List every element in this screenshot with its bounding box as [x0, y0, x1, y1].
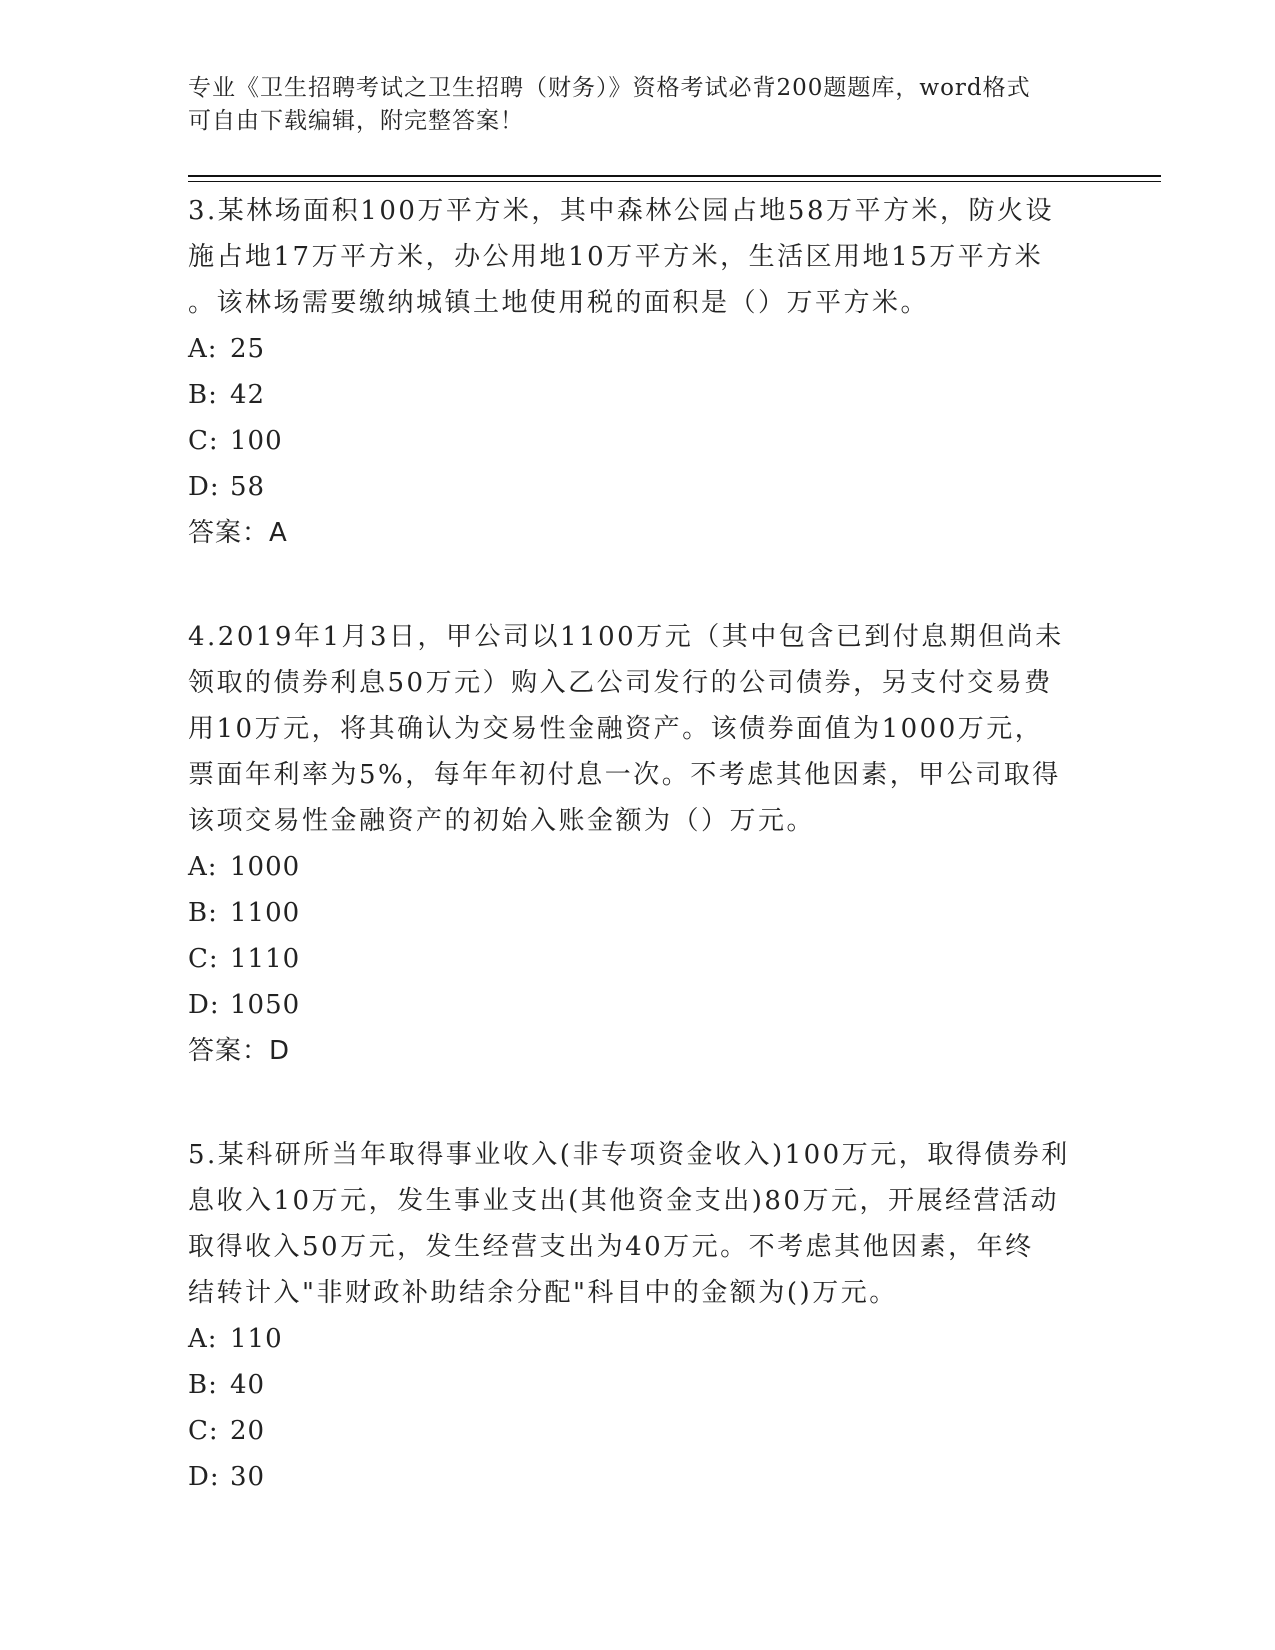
option-value: 42	[230, 380, 266, 410]
question-5	[188, 1132, 1088, 1500]
question-text-line: 3.某林场面积100万平方米，其中森林公园占地58万平方米，防火设	[188, 196, 1055, 226]
option-key: B:	[188, 1370, 218, 1400]
option-value: 1000	[230, 852, 301, 882]
question-text-line: 施占地17万平方米，办公用地10万平方米，生活区用地15万平方米	[188, 242, 1044, 272]
answer-line: 答案：A	[188, 518, 288, 548]
question-text	[188, 614, 1088, 844]
question-3	[188, 188, 1088, 556]
option-value: 100	[230, 426, 283, 456]
question-text-line: 息收入10万元，发生事业支出(其他资金支出)80万元，开展经营活动	[188, 1186, 1059, 1216]
option-key: D:	[188, 990, 220, 1020]
header-rule-thick	[188, 175, 1161, 177]
header-rule-thin	[188, 181, 1161, 182]
option-a	[188, 1316, 1088, 1362]
option-value: 40	[230, 1370, 266, 1400]
option-key: D:	[188, 472, 220, 502]
question-text-line: 领取的债券利息50万元）购入乙公司发行的公司债券，另支付交易费	[188, 668, 1053, 698]
question-text-line: 。该林场需要缴纳城镇土地使用税的面积是（）万平方米。	[188, 288, 930, 318]
question-4	[188, 614, 1088, 1074]
option-key: A:	[188, 852, 218, 882]
option-key: A:	[188, 334, 218, 364]
option-b	[188, 372, 1088, 418]
option-c	[188, 936, 1088, 982]
option-c	[188, 418, 1088, 464]
option-key: B:	[188, 898, 218, 928]
option-d	[188, 982, 1088, 1028]
question-text-line: 5.某科研所当年取得事业收入(非专项资金收入)100万元，取得债券利	[188, 1140, 1070, 1170]
option-b	[188, 890, 1088, 936]
question-list	[188, 188, 1088, 1500]
question-text	[188, 1132, 1088, 1316]
option-key: A:	[188, 1324, 218, 1354]
option-value: 1050	[230, 990, 301, 1020]
option-value: 1100	[230, 898, 301, 928]
option-key: C:	[188, 944, 219, 974]
option-d	[188, 1454, 1088, 1500]
option-a	[188, 326, 1088, 372]
question-spacer	[188, 1074, 1088, 1132]
document-header	[188, 72, 1088, 138]
question-spacer	[188, 556, 1088, 614]
header-line: 可自由下载编辑，附完整答案！	[188, 108, 524, 134]
option-d	[188, 464, 1088, 510]
question-text	[188, 188, 1088, 326]
question-text-line: 4.2019年1月3日，甲公司以1100万元（其中包含已到付息期但尚未	[188, 622, 1064, 652]
question-text-line: 票面年利率为5%，每年年初付息一次。不考虑其他因素，甲公司取得	[188, 760, 1061, 790]
question-text-line: 该项交易性金融资产的初始入账金额为（）万元。	[188, 806, 816, 836]
question-text-line: 用10万元，将其确认为交易性金融资产。该债券面值为1000万元，	[188, 714, 1044, 744]
option-value: 110	[230, 1324, 283, 1354]
option-b	[188, 1362, 1088, 1408]
option-key: B:	[188, 380, 218, 410]
option-value: 30	[230, 1462, 266, 1492]
question-text-line: 结转计入"非财政补助结余分配"科目中的金额为()万元。	[188, 1278, 898, 1308]
option-key: C:	[188, 426, 219, 456]
option-value: 58	[230, 472, 266, 502]
header-line: 专业《卫生招聘考试之卫生招聘（财务）》资格考试必背200题题库，word格式	[188, 75, 1031, 101]
option-value: 25	[230, 334, 266, 364]
option-c	[188, 1408, 1088, 1454]
option-key: C:	[188, 1416, 219, 1446]
answer-line: 答案：D	[188, 1036, 291, 1066]
option-a	[188, 844, 1088, 890]
option-key: D:	[188, 1462, 220, 1492]
question-text-line: 取得收入50万元，发生经营支出为40万元。不考虑其他因素，年终	[188, 1232, 1034, 1262]
option-value: 20	[230, 1416, 266, 1446]
option-value: 1110	[230, 944, 301, 974]
